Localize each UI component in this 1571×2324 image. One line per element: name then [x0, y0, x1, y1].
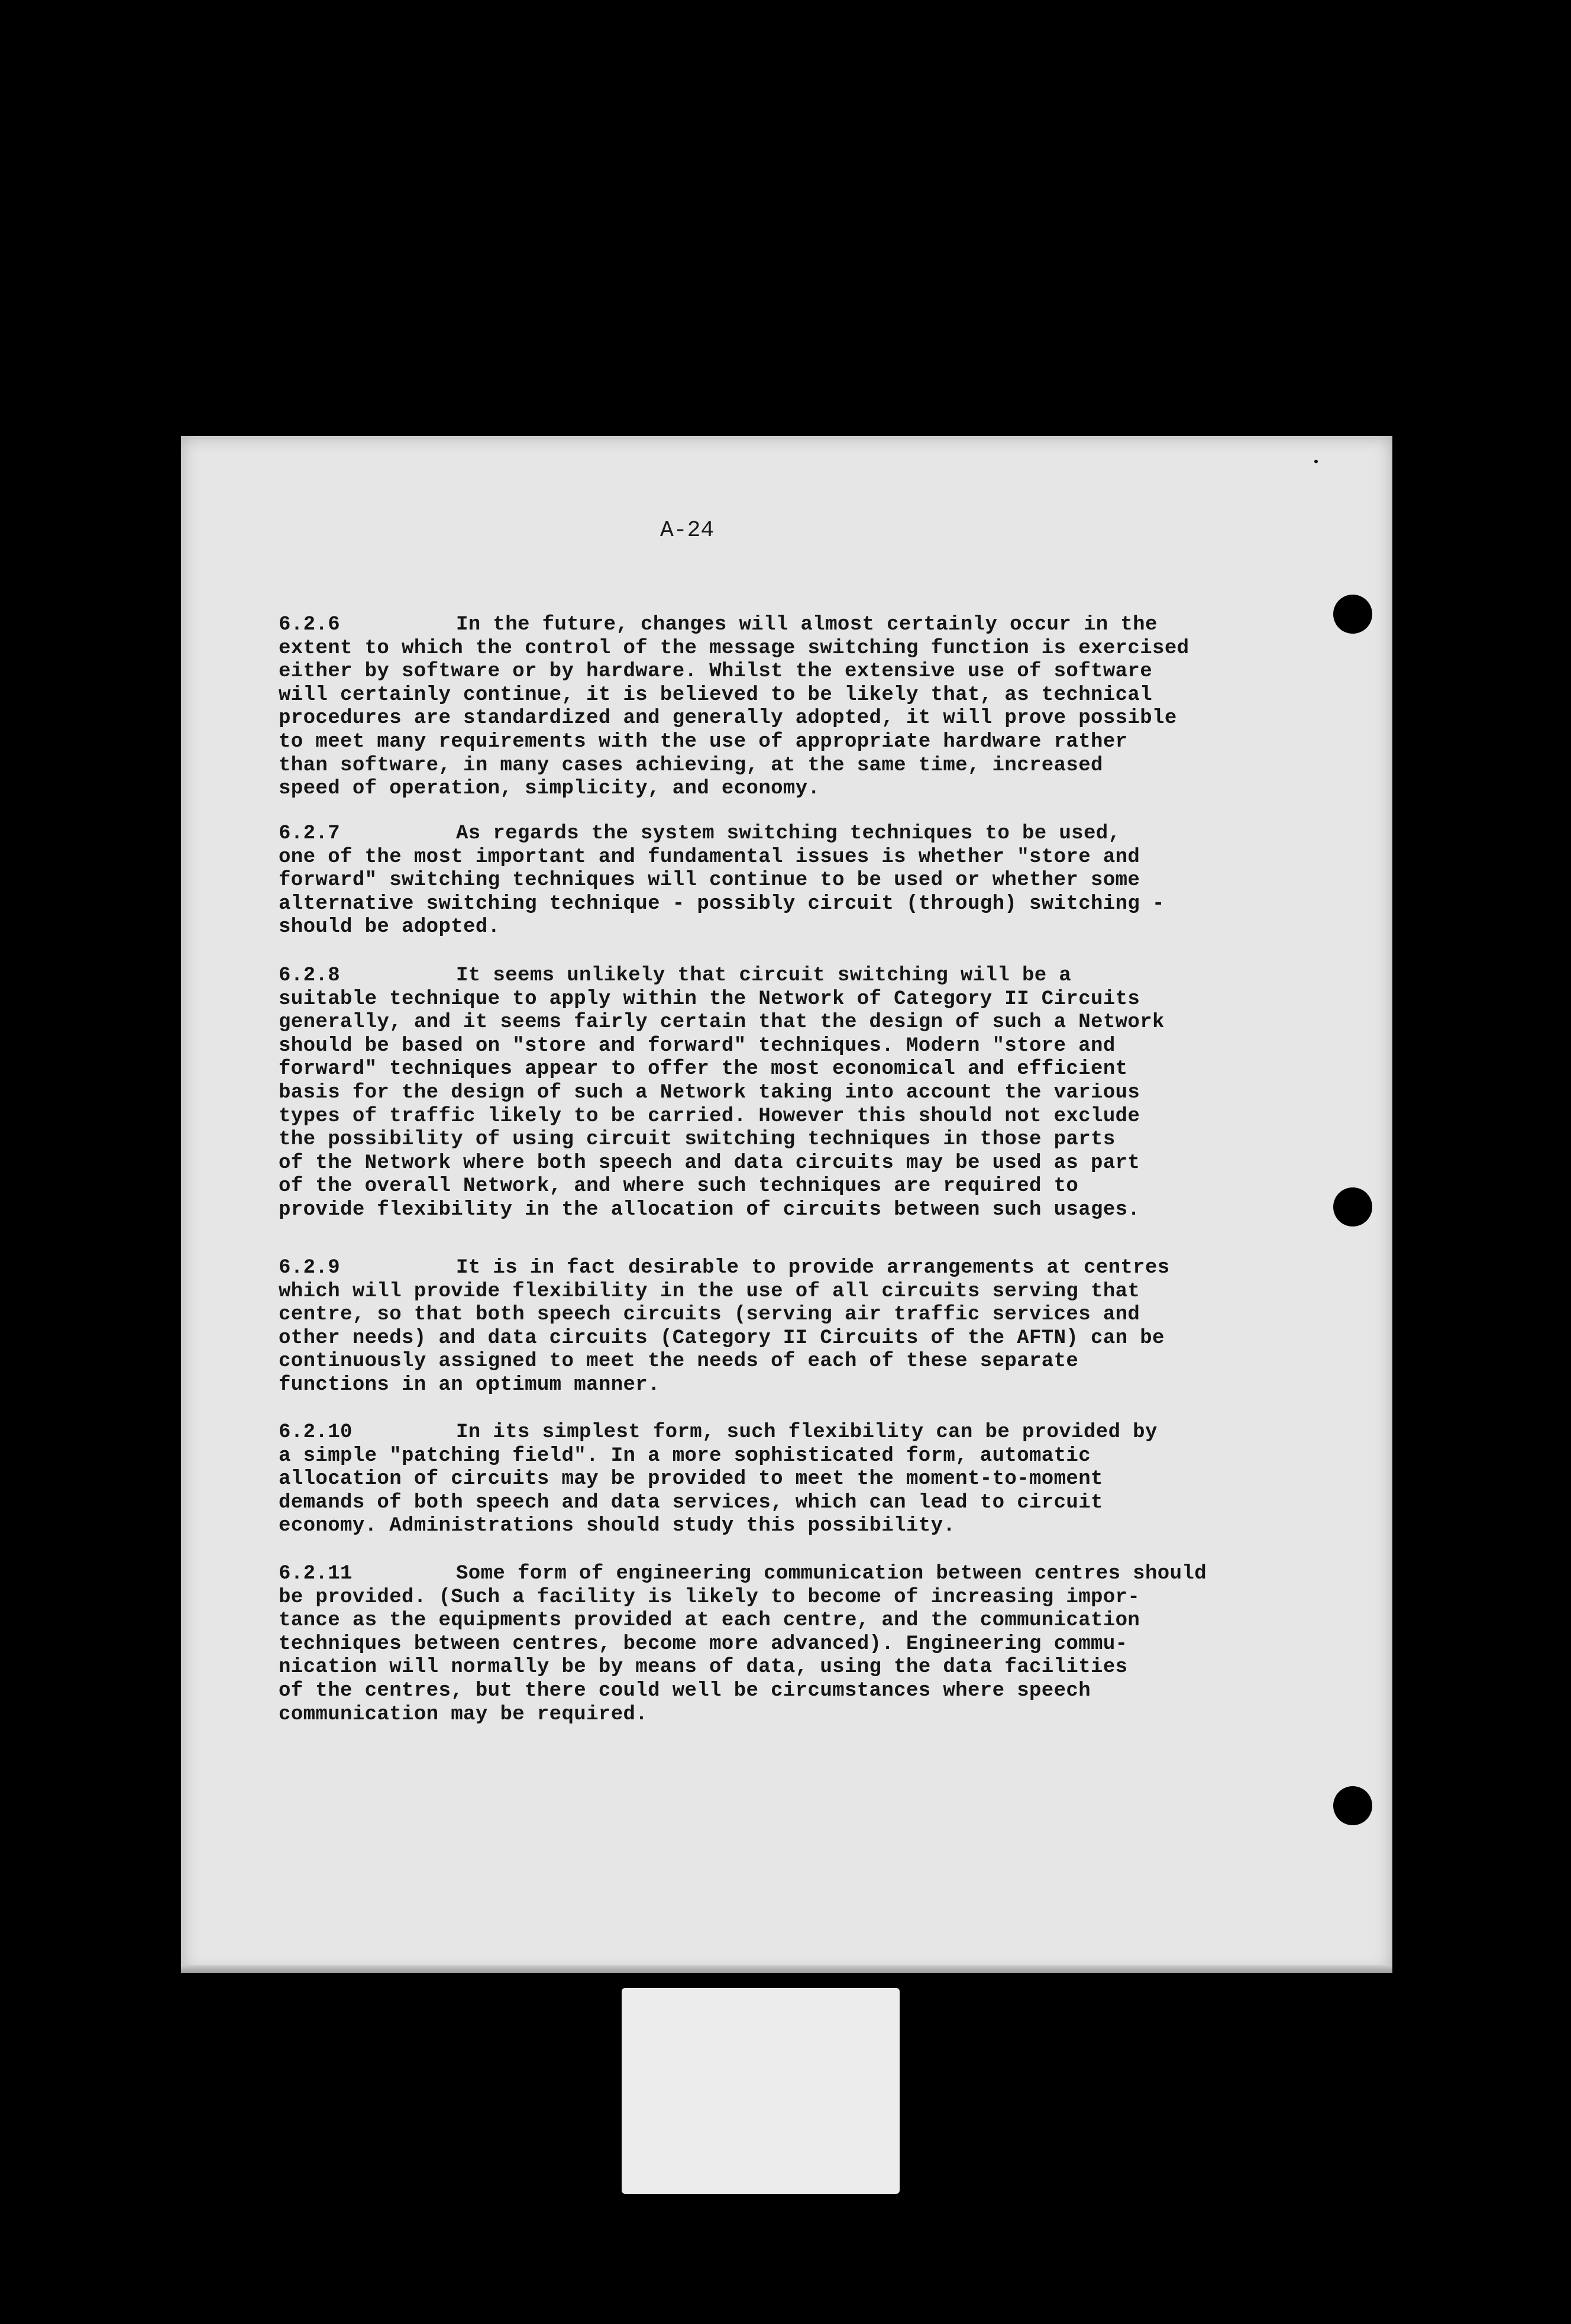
paragraph-line: functions in an optimum manner. — [279, 1373, 660, 1396]
paragraph-line: which will provide flexibility in the use of all circuits serving that — [279, 1280, 1140, 1303]
paragraph-line: of the centres, but there could well be circumstances where speech — [279, 1679, 1091, 1702]
paragraph-number: 6.2.11 — [279, 1563, 353, 1585]
paragraph-6-2-10 — [279, 1421, 1237, 1538]
paragraph-number: 6.2.9 — [279, 1257, 341, 1279]
paragraph-line: nication will normally be by means of data, using the data facilities — [279, 1656, 1128, 1679]
paragraph-line: economy. Administrations should study this possibility. — [279, 1515, 956, 1538]
paragraph-line: than software, in many cases achieving, at the same time, increased — [279, 754, 1103, 777]
paragraph-line: techniques between centres, become more advanced). Engineering commu- — [279, 1632, 1128, 1655]
paragraph-line: types of traffic likely to be carried. However this should not exclude — [279, 1105, 1140, 1128]
document-page — [181, 436, 1392, 1973]
paragraph-number: 6.2.10 — [279, 1421, 353, 1444]
paragraph-line: forward" switching techniques will continue to be used or whether some — [279, 869, 1140, 892]
paragraph-line: In the future, changes will almost certainly occur in the — [456, 614, 1158, 636]
paragraph-line: extent to which the control of the message switching function is exercised — [279, 637, 1189, 660]
paragraph-line: should be adopted. — [279, 916, 500, 939]
paragraph-6-2-6 — [279, 614, 1237, 801]
paragraph-line: As regards the system switching techniques to be used, — [456, 822, 1121, 845]
paragraph-line: In its simplest form, such flexibility can be provided by — [456, 1421, 1158, 1444]
paragraph-line: tance as the equipments provided at each centre, and the communication — [279, 1609, 1140, 1632]
paragraph-line: should be based on "store and forward" techniques. Modern "store and — [279, 1034, 1116, 1057]
page-number: A-24 — [660, 518, 715, 543]
paragraph-line: It seems unlikely that circuit switching will be a — [456, 964, 1072, 987]
paragraph-line: to meet many requirements with the use of appropriate hardware rather — [279, 730, 1128, 753]
paragraph-line: of the overall Network, and where such techniques are required to — [279, 1175, 1079, 1198]
paragraph-line: communication may be required. — [279, 1703, 648, 1726]
paragraph-line: Some form of engineering communication between centres should — [456, 1563, 1207, 1585]
paragraph-line: provide flexibility in the allocation of circuits between such usages. — [279, 1198, 1140, 1221]
paragraph-line: speed of operation, simplicity, and economy. — [279, 777, 820, 801]
blank-paper-slip — [622, 1988, 900, 2194]
paragraph-line: will certainly continue, it is believed to be likely that, as technical — [279, 683, 1153, 706]
paragraph-line: It is in fact desirable to provide arrangements at centres — [456, 1257, 1170, 1279]
paragraph-line: centre, so that both speech circuits (serving air traffic services and — [279, 1303, 1140, 1326]
paragraph-line: allocation of circuits may be provided to meet the moment-to-moment — [279, 1468, 1103, 1491]
paragraph-line: a simple "patching field". In a more sophisticated form, automatic — [279, 1444, 1091, 1467]
paragraph-number: 6.2.6 — [279, 614, 341, 636]
paragraph-number: 6.2.7 — [279, 822, 341, 845]
paragraph-6-2-11 — [279, 1563, 1237, 1726]
paragraph-line: one of the most important and fundamental issues is whether "store and — [279, 845, 1140, 869]
paragraph-number: 6.2.8 — [279, 964, 341, 987]
paragraph-line: generally, and it seems fairly certain that the design of such a Network — [279, 1011, 1165, 1034]
paragraph-line: basis for the design of such a Network taking into account the various — [279, 1081, 1140, 1104]
paper-speck — [1314, 460, 1318, 463]
punch-hole — [1333, 1786, 1372, 1825]
punch-hole — [1333, 595, 1372, 634]
paragraph-line: either by software or by hardware. Whilst the extensive use of software — [279, 660, 1153, 683]
paragraph-line: continuously assigned to meet the needs of each of these separate — [279, 1350, 1079, 1373]
paragraph-line: other needs) and data circuits (Category II Circuits of the AFTN) can be — [279, 1326, 1165, 1350]
paragraph-6-2-9 — [279, 1257, 1237, 1397]
paragraph-line: demands of both speech and data services, which can lead to circuit — [279, 1491, 1103, 1514]
paragraph-line: of the Network where both speech and data circuits may be used as part — [279, 1151, 1140, 1174]
paragraph-line: suitable technique to apply within the Network of Category II Circuits — [279, 987, 1140, 1011]
paragraph-line: alternative switching technique - possibly circuit (through) switching - — [279, 892, 1165, 915]
paragraph-6-2-8 — [279, 964, 1237, 1222]
paragraph-6-2-7 — [279, 822, 1237, 940]
paragraph-line: the possibility of using circuit switching techniques in those parts — [279, 1128, 1116, 1151]
paragraph-line: procedures are standardized and generally adopted, it will prove possible — [279, 707, 1177, 730]
paragraph-line: forward" techniques appear to offer the most economical and efficient — [279, 1058, 1128, 1081]
paragraph-line: be provided. (Such a facility is likely to become of increasing impor- — [279, 1586, 1140, 1609]
punch-hole — [1333, 1187, 1372, 1226]
page-bottom-edge — [181, 1965, 1392, 1973]
